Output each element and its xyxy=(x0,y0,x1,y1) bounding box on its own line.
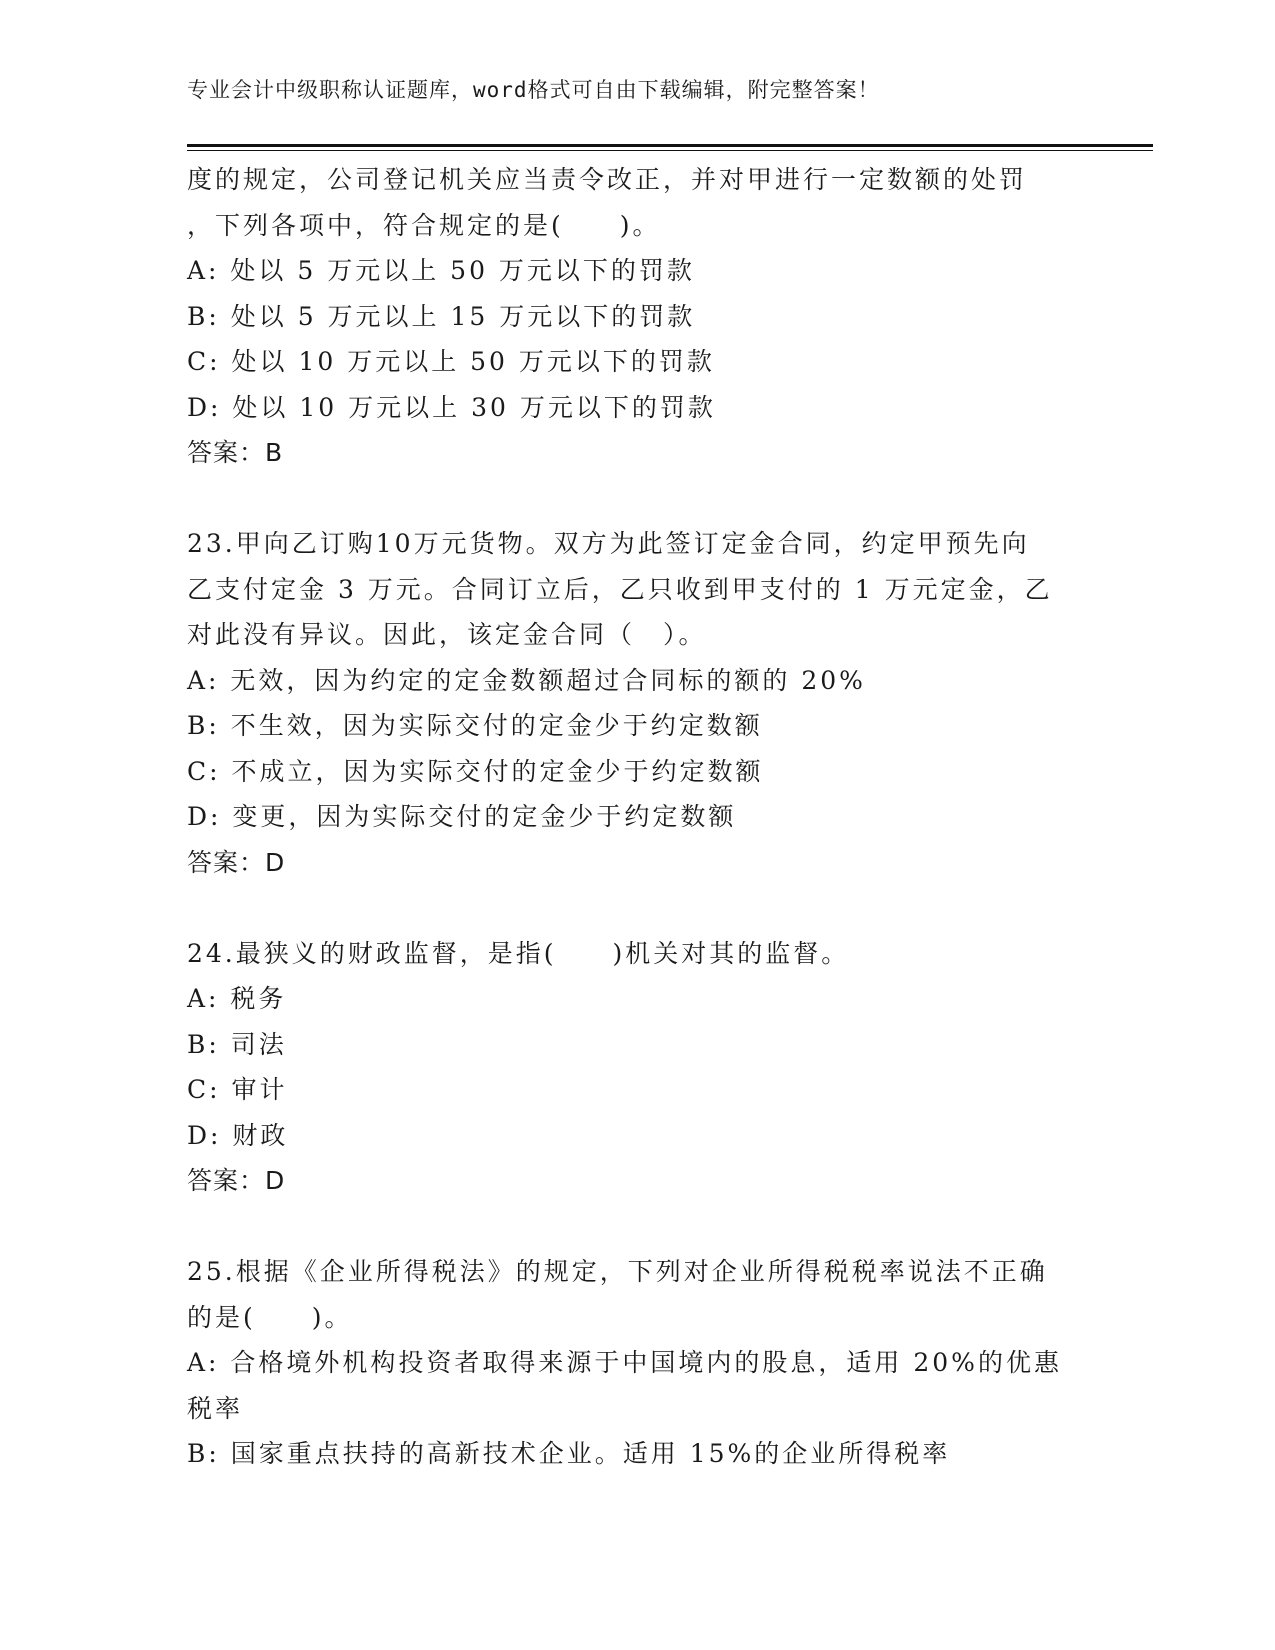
option-a: A: 税务 xyxy=(187,984,287,1013)
question-23 xyxy=(187,521,1127,885)
option-a: A: 无效，因为约定的定金数额超过合同标的额的 20% xyxy=(187,665,866,695)
header-rule-thick xyxy=(187,144,1153,147)
question-stem-line: 23.甲向乙订购10万元货物。双方为此签订定金合同，约定甲预先向 xyxy=(187,529,1030,558)
header-rule-thin xyxy=(187,150,1153,151)
question-stem-line: 的是( )。 xyxy=(187,1302,353,1332)
option-a: A: 合格境外机构投资者取得来源于中国境内的股息，适用 20%的优惠 xyxy=(187,1348,1062,1377)
page-header: 专业会计中级职称认证题库，word格式可自由下载编辑，附完整答案！ xyxy=(187,78,880,102)
answer-label: 答案：B xyxy=(187,438,284,467)
option-b: B: 国家重点扶持的高新技术企业。适用 15%的企业所得税率 xyxy=(187,1439,951,1468)
option-d: D: 处以 10 万元以上 30 万元以下的罚款 xyxy=(187,392,716,422)
question-stem-line: 乙支付定金 3 万元。合同订立后，乙只收到甲支付的 1 万元定金，乙 xyxy=(187,574,1053,604)
spacer xyxy=(187,476,1127,522)
option-c: C: 审计 xyxy=(187,1075,288,1104)
option-c: C: 处以 10 万元以上 50 万元以下的罚款 xyxy=(187,347,715,376)
option-a-continued: 税率 xyxy=(187,1393,244,1423)
question-stem-line: 25.根据《企业所得税法》的规定，下列对企业所得税税率说法不正确 xyxy=(187,1257,1048,1286)
option-b: B: 司法 xyxy=(187,1029,287,1059)
question-24 xyxy=(187,931,1127,1204)
option-d: D: 变更，因为实际交付的定金少于约定数额 xyxy=(187,802,737,831)
answer-label: 答案：D xyxy=(187,1166,286,1195)
question-stem-line: 对此没有异议。因此，该定金合同（ ）。 xyxy=(187,620,707,649)
spacer xyxy=(187,885,1127,931)
option-b: B: 不生效，因为实际交付的定金少于约定数额 xyxy=(187,711,763,740)
option-a: A: 处以 5 万元以上 50 万元以下的罚款 xyxy=(187,256,695,285)
option-d: D: 财政 xyxy=(187,1120,289,1150)
question-stem-line: ，下列各项中，符合规定的是( )。 xyxy=(187,210,661,240)
answer-label: 答案：D xyxy=(187,847,286,877)
question-stem-line: 度的规定，公司登记机关应当责令改正，并对甲进行一定数额的处罚 xyxy=(187,165,1028,194)
question-stem-line: 24.最狭义的财政监督，是指( )机关对其的监督。 xyxy=(187,938,850,968)
option-b: B: 处以 5 万元以上 15 万元以下的罚款 xyxy=(187,301,696,331)
question-25 xyxy=(187,1249,1127,1477)
spacer xyxy=(187,1204,1127,1250)
question-content xyxy=(187,157,1127,1477)
question-22 xyxy=(187,157,1127,476)
option-c: C: 不成立，因为实际交付的定金少于约定数额 xyxy=(187,756,764,786)
